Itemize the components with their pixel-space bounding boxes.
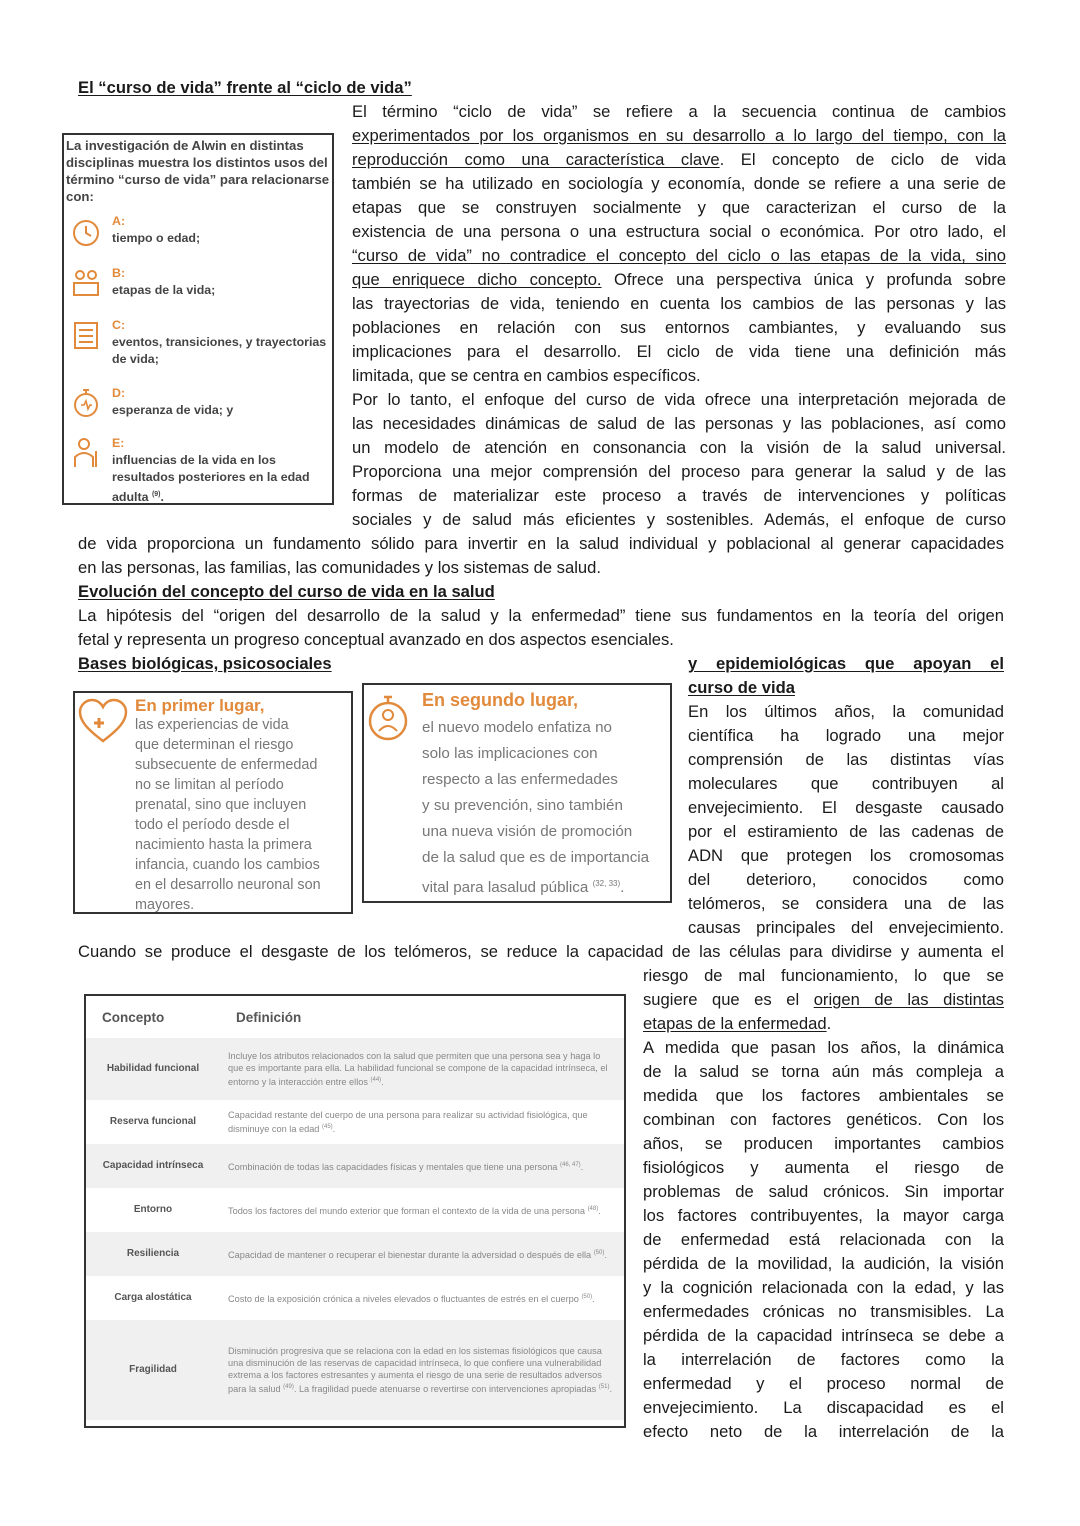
text-line: efecto neto de la interrelación de la: [643, 1422, 1004, 1441]
table-row: Entorno Todos los factores del mundo exterior que forman el contexto de la vida de una persona $^{(48)}$.: [133, 1204, 601, 1217]
section3-paragraph: [688, 700, 1004, 940]
table-header-row: [86, 996, 624, 1038]
text-line: sociales y de salud más eficientes y sostenibles. Además, el enfoque de curso: [352, 510, 1006, 529]
text-line: problemas de salud crónicos. Sin importar: [643, 1182, 1004, 1201]
text-line: científica ha logrado una mejor: [688, 726, 1004, 745]
alwin-item-d: D: esperanza de vida; y: [112, 386, 234, 417]
section1-paragraph-tail: [78, 532, 1004, 580]
table-row: Capacidad intrínseca Combinación de todas las capacidades físicas y mentales que tiene una persona $^{(46, 47)}$.: [86, 1144, 624, 1188]
text-line: la interrelación de factores como la: [643, 1350, 1004, 1369]
text-line: ADN que protegen los cromosomas: [688, 846, 1004, 865]
concepts-table: [84, 994, 626, 1428]
text-line: Proporciona una mejor comprensión del proceso para generar la salud y de las: [352, 462, 1006, 481]
text-line: Por lo tanto, el enfoque del curso de vida ofrece una interpretación mejorada de: [352, 390, 1006, 409]
alwin-item-a: A: tiempo o edad;: [112, 214, 201, 245]
callout-primer-body: las experiencias de vida que determinan el riesgo subsecuente de enfermedad no se limitan al período prenatal, sino que incluyen todo el período desde el nacimiento hasta la primera infancia, cuando los cambios en el desarrollo neuronal son mayores.: [135, 717, 321, 913]
text-line: “curso de vida” no contradice el concepto del ciclo o las etapas de la vida, sino: [352, 246, 1006, 265]
text-line: poblaciones en relación con sus entornos cambiantes, y evaluando sus: [352, 318, 1006, 337]
text-line: de vida proporciona un fundamento sólido para invertir en la salud individual y poblacional al generar capacidades: [78, 534, 1004, 553]
callout-segundo-lugar: [362, 683, 672, 903]
callout-primer-lugar: [73, 691, 353, 914]
table-header-definicion: Definición: [236, 1009, 302, 1025]
text-line: riesgo de mal funcionamiento, lo que se: [643, 966, 1004, 985]
text-line: los factores contribuyentes, la mayor carga: [643, 1206, 1004, 1225]
text-line: implicaciones para el desarrollo. El ciclo de vida tiene una definición más: [352, 342, 1006, 361]
text-line: La hipótesis del “origen del desarrollo de la salud y la enfermedad” tiene sus fundamentos en la teoría del origen: [78, 606, 1004, 625]
text-line: reproducción como una característica clave. El concepto de ciclo de vida: [352, 150, 1006, 169]
checklist-icon: [70, 319, 102, 351]
text-line: etapas de la enfermedad.: [643, 1014, 832, 1033]
text-line: El término “ciclo de vida” se refiere a la secuencia continua de cambios: [352, 102, 1006, 121]
family-icon: [70, 267, 102, 299]
table-row: Resiliencia Capacidad de mantener o recuperar el bienestar durante la adversidad o después de ella $^{(50)}$.: [86, 1232, 624, 1276]
alwin-infobox: [62, 133, 334, 505]
text-line: existencia de una persona o una estructura social o económica. Por otro lado, el: [352, 222, 1006, 241]
text-line: las trayectorias de vida, teniendo en cuenta los cambios de las personas y las: [352, 294, 1006, 313]
text-line: combinan con factores genéticos. Con los: [643, 1110, 1004, 1129]
heart-stopwatch-icon: [70, 387, 102, 419]
text-line: medida que los factores ambientales se: [643, 1086, 1004, 1105]
text-line: experimentados por los organismos en su desarrollo a lo largo del tiempo, con la: [352, 126, 1006, 145]
text-line: de la salud se torna aún más compleja a: [643, 1062, 1004, 1081]
text-line: telómeros, se considera una de las: [688, 894, 1004, 913]
section1-paragraph: [352, 100, 1006, 532]
section-heading-ciclo: El “curso de vida” frente al “ciclo de vida”: [78, 78, 412, 97]
text-line: y la cognición relacionada con la edad, y las: [643, 1278, 1004, 1297]
text-line: de enfermedad está relacionada con la: [643, 1230, 1004, 1249]
text-line: formas de materializar este proceso a través de intervenciones y políticas: [352, 486, 1006, 505]
alwin-item-c: C: eventos, transiciones, y trayectorias de vida;: [112, 318, 327, 366]
text-line: enfermedades crónicas no transmisibles. La: [643, 1302, 1004, 1321]
text-line: Cuando se produce el desgaste de los telómeros, se reduce la capacidad de las células para dividirse y aumenta el: [78, 942, 1004, 961]
alwin-item-b: B: etapas de la vida;: [112, 266, 216, 297]
section3-full-line: [78, 940, 1004, 964]
text-line: que enriquece dicho concepto. Ofrece una perspectiva única y profunda sobre: [352, 270, 1006, 289]
table-row: Carga alostática Costo de la exposición crónica a niveles elevados o fluctuantes de estrés en el cuerpo $^{(50)}$.: [114, 1292, 595, 1305]
text-line: pérdida de la capacidad intrínseca se debe a: [643, 1326, 1004, 1345]
text-line: causas principales del envejecimiento.: [688, 918, 1004, 937]
text-line: por el estiramiento de las cadenas de: [688, 822, 1004, 841]
alwin-intro: La investigación de Alwin en distintas disciplinas muestra los distintos usos del término “curso de vida” para relacionarse con:: [66, 138, 330, 204]
text-line: en las personas, las familias, las comunidades y los sistemas de salud.: [78, 558, 601, 577]
heart-plus-icon: [77, 697, 129, 745]
text-line: del deterioro, conocidos como: [688, 870, 1004, 889]
text-line: también se ha utilizado en sociología y economía, donde se refiere a una serie de: [352, 174, 1006, 193]
elderly-person-icon: [70, 437, 102, 469]
text-line: sugiere que es el origen de las distintas: [643, 990, 1004, 1009]
callout-primer-head: En primer lugar,: [135, 696, 265, 715]
text-line: un modelo de atención en consonancia con la visión de la salud universal.: [352, 438, 1006, 457]
table-header-concepto: Concepto: [102, 1009, 165, 1025]
text-line: etapas que se construyen socialmente y que caracterizan el curso de la: [352, 198, 1006, 217]
section-heading-bases-cont: y epidemiológicas que apoyan el curso de vida: [688, 654, 1004, 697]
text-line: enfermedad y el proceso normal de: [643, 1374, 1004, 1393]
section-heading-bases: Bases biológicas, psicosociales: [78, 654, 332, 673]
section2-paragraph: [78, 604, 1004, 652]
callout-segundo-body: el nuevo modelo enfatiza no solo las implicaciones con respecto a las enfermedades y su prevención, sino también una nueva visión de promoción de la salud que es de importancia vital para lasalud pública $^{(32, 33)}$.: [422, 719, 650, 897]
clock-icon: [70, 217, 102, 249]
text-line: fetal y representa un progreso conceptual avanzado en dos aspectos esenciales.: [78, 630, 674, 649]
text-line: A medida que pasan los años, la dinámica: [643, 1038, 1004, 1057]
text-line: moleculares que contribuyen al: [688, 774, 1004, 793]
section3-right-column: [643, 964, 1004, 1444]
section-heading-evolucion: Evolución del concepto del curso de vida en la salud: [78, 582, 495, 601]
text-line: años, se producen importantes cambios: [643, 1134, 1004, 1153]
text-line: fisiológicos y aumenta el riesgo de: [643, 1158, 1004, 1177]
text-line: pérdida de la movilidad, la audición, la visión: [643, 1254, 1004, 1273]
alwin-item-e: E: influencias de la vida en los resultados posteriores en la edad adulta $^{(9)}$.: [112, 436, 310, 505]
text-line: comprensión de las distintas vías: [688, 750, 1004, 769]
table-row: Habilidad funcional Incluye los atributos relacionados con la salud que permiten que una persona sea y haga lo que es importante para ella. La habilidad funcional se compone de la capacidad intrínseca, el entorno y la interacción entre ellos $^{(44)}$.: [86, 1038, 624, 1100]
table-row: Reserva funcional Capacidad restante del cuerpo de una persona para realizar su actividad fisiológica, que disminuye con la edad $^{(45)}$.: [109, 1109, 588, 1135]
text-line: envejecimiento. La discapacidad es el: [643, 1398, 1004, 1417]
callout-segundo-head: En segundo lugar,: [422, 690, 579, 710]
text-line: envejecimiento. El desgaste causado: [688, 798, 1004, 817]
text-line: En los últimos años, la comunidad: [688, 702, 1004, 721]
text-line: las necesidades dinámicas de salud de las personas y las poblaciones, así como: [352, 414, 1006, 433]
person-shield-icon: [366, 689, 410, 753]
table-row: Fragilidad Disminución progresiva que se relaciona con la edad en los sistemas fisiológicos que causa una disminución de las reservas de capacidad intrínseca, lo que confiere una vulnerabilidad extrema a los factores estresantes y aumenta el riesgo de una serie de resultados adversos para la salud $^{(49)}$. La fragilidad puede atenuarse o revertirse con intervenciones apropiadas $^{(51)}$.: [86, 1320, 624, 1420]
text-line: limitada, que se centra en cambios específicos.: [352, 366, 701, 385]
